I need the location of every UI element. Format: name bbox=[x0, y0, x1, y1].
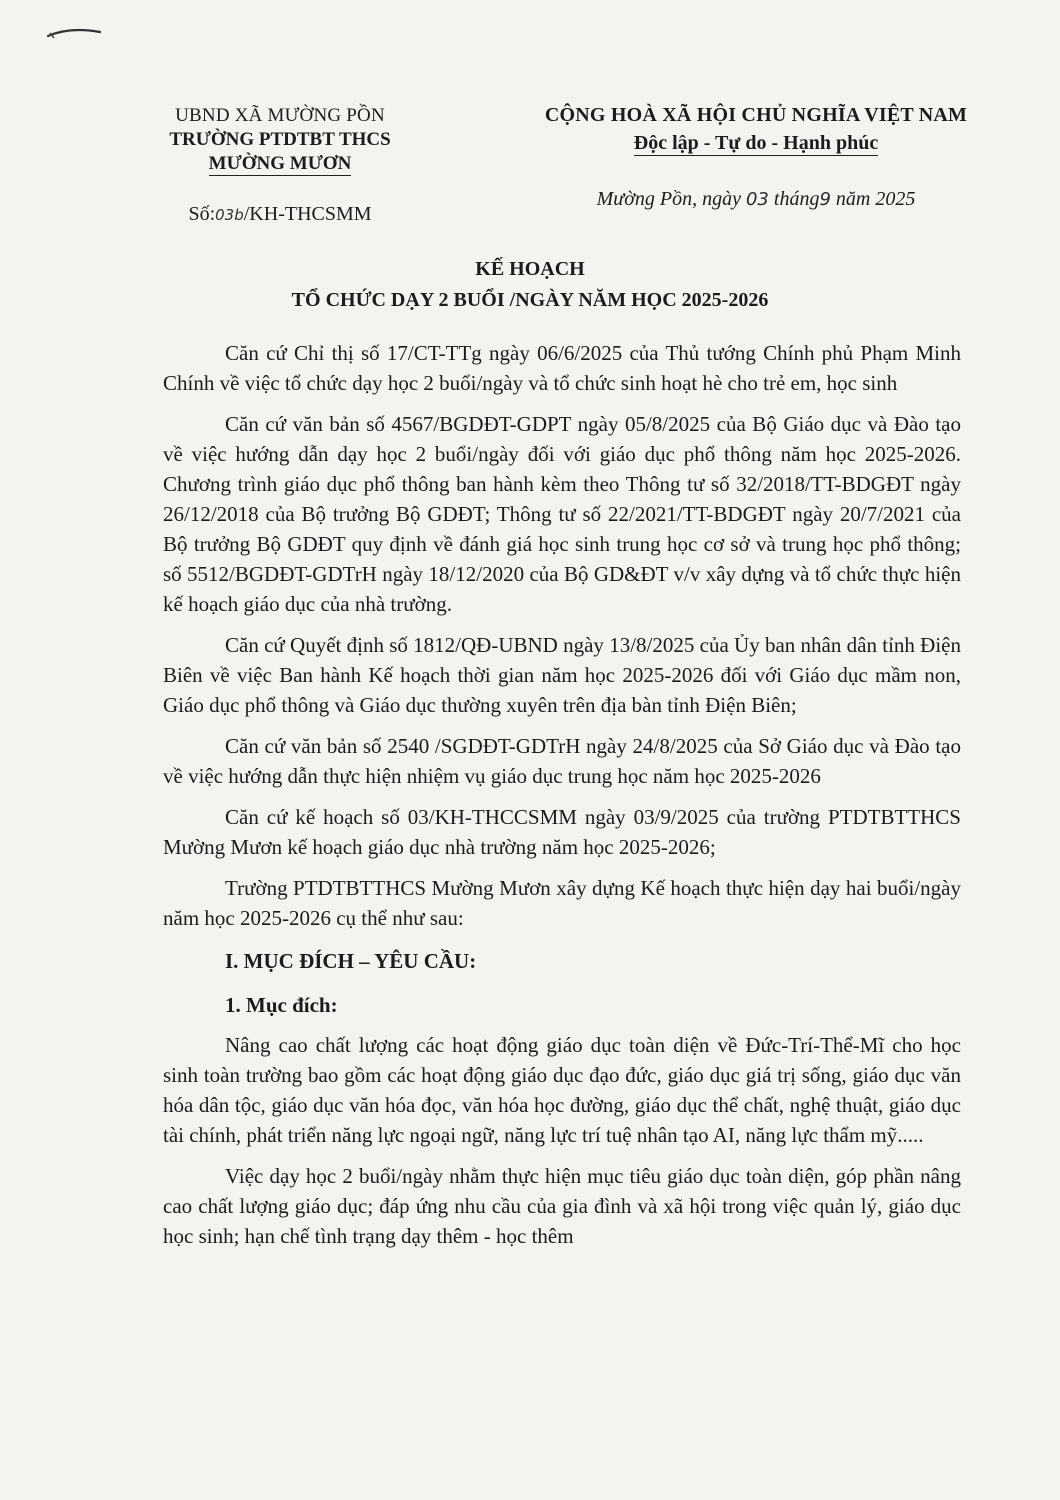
document-number bbox=[150, 202, 410, 227]
month-handwritten: 9 bbox=[819, 189, 831, 210]
title-line2: TỔ CHỨC DẠY 2 BUỔI /NGÀY NĂM HỌC 2025-2026 bbox=[291, 289, 769, 311]
date-text-3: năm 2025 bbox=[830, 188, 916, 210]
section-heading: I. MỤC ĐÍCH – YÊU CẦU: bbox=[225, 949, 477, 973]
school-name: TRƯỜNG PTDTBT THCS bbox=[169, 129, 391, 150]
school-name-line2: MƯỜNG MƯƠN bbox=[208, 153, 352, 174]
number-prefix: Số: bbox=[188, 203, 216, 225]
national-header bbox=[496, 101, 1016, 214]
date-text-2: tháng bbox=[768, 188, 820, 210]
paragraph: Căn cứ Chỉ thị số 17/CT-TTg ngày 06/6/2025 của Thủ tướng Chính phủ Phạm Minh Chính về việc tổ chức dạy học 2 buổi/ngày và tổ chức sinh hoạt hè cho trẻ em, học sinh bbox=[163, 341, 961, 395]
issuer-header bbox=[150, 104, 410, 227]
paragraph: Căn cứ kế hoạch số 03/KH-THCCSMM ngày 03/9/2025 của trường PTDTBTTHCS Mường Mươn kế hoạch giáo dục nhà trường năm học 2025-2026; bbox=[163, 805, 961, 859]
paragraph: Việc dạy học 2 buổi/ngày nhằm thực hiện mục tiêu giáo dục toàn diện, góp phần nâng cao chất lượng giáo dục; đáp ứng nhu cầu của gia đình và xã hội trong việc quản lý, giáo dục học sinh; hạn chế tình trạng dạy thêm - học thêm bbox=[163, 1164, 961, 1248]
national-motto: Độc lập - Tự do - Hạnh phúc bbox=[633, 132, 879, 154]
document-body bbox=[163, 338, 961, 1262]
paragraph: Căn cứ văn bản số 2540 /SGDĐT-GDTrH ngày 24/8/2025 của Sở Giáo dục và Đào tạo về việc hướng dẫn thực hiện nhiệm vụ giáo dục trung học năm học 2025-2026 bbox=[163, 734, 961, 788]
pen-mark bbox=[44, 20, 104, 46]
date-text-1: Mường Pồn, ngày bbox=[596, 188, 746, 210]
number-suffix: /KH-THCSMM bbox=[243, 203, 372, 225]
title-line1: KẾ HOẠCH bbox=[475, 258, 585, 280]
number-handwritten: 03b bbox=[215, 206, 244, 224]
paragraph: Căn cứ Quyết định số 1812/QĐ-UBND ngày 13/8/2025 của Ủy ban nhân dân tỉnh Điện Biên về việc Ban hành Kế hoạch thời gian năm học 2025-2026 đối với Giáo dục mầm non, Giáo dục phổ thông và Giáo dục thường xuyên trên địa bàn tỉnh Điện Biên; bbox=[163, 633, 961, 717]
paragraph: Trường PTDTBTTHCS Mường Mươn xây dựng Kế hoạch thực hiện dạy hai buổi/ngày năm học 2025-2026 cụ thể như sau: bbox=[163, 876, 961, 930]
document-title bbox=[0, 254, 1060, 316]
place-date bbox=[496, 185, 1016, 214]
paragraph: Nâng cao chất lượng các hoạt động giáo dục toàn diện về Đức-Trí-Thể-Mĩ cho học sinh toàn trường bao gồm các hoạt động giáo dục đạo đức, giáo dục giá trị sống, giáo dục văn hóa dân tộc, giáo dục văn hóa đọc, văn hóa học đường, giáo dục thể chất, nghệ thuật, giáo dục tài chính, phát triển năng lực ngoại ngữ, năng lực trí tuệ nhân tạo AI, năng lực thẩm mỹ..... bbox=[163, 1033, 961, 1147]
agency-name: UBND XÃ MƯỜNG PỒN bbox=[175, 105, 385, 126]
nation-name: CỘNG HOÀ XÃ HỘI CHỦ NGHĨA VIỆT NAM bbox=[544, 104, 968, 126]
day-handwritten: 03 bbox=[745, 189, 769, 210]
subsection-heading: 1. Mục đích: bbox=[225, 993, 338, 1017]
paragraph: Căn cứ văn bản số 4567/BGDĐT-GDPT ngày 05/8/2025 của Bộ Giáo dục và Đào tạo về việc hướng dẫn dạy học 2 buổi/ngày đối với giáo dục phổ thông năm học 2025-2026. Chương trình giáo dục phổ thông ban hành kèm theo Thông tư số 32/2018/TT-BDGĐT ngày 26/12/2018 của Bộ trưởng Bộ GDĐT; Thông tư số 22/2021/TT-BDGĐT ngày 20/7/2021 của Bộ trưởng Bộ GDĐT quy định về đánh giá học sinh trung học cơ sở và trung học phổ thông; số 5512/BGDĐT-GDTrH ngày 18/12/2020 của Bộ GD&ĐT v/v xây dựng và tổ chức thực hiện kế hoạch giáo dục của nhà trường. bbox=[163, 412, 961, 616]
